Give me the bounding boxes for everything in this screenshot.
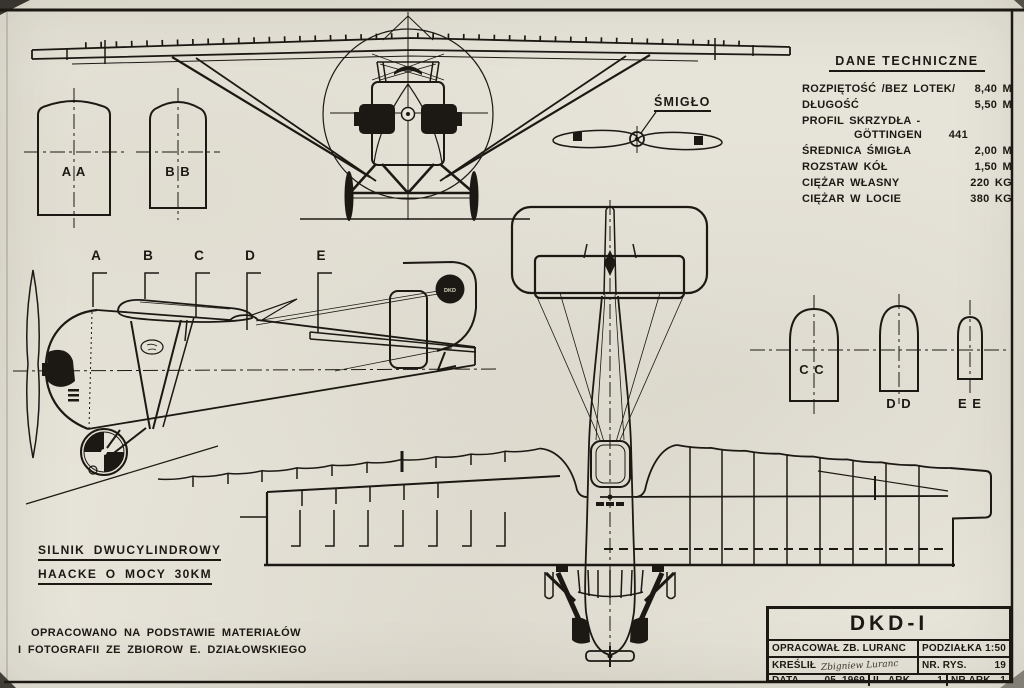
opracowal-cell: OPRACOWAŁ ZB. LURANC	[769, 641, 919, 656]
side-view	[13, 262, 497, 504]
spec-row-flight-weight: CIĘŻAR W LOCIE 380 KG	[802, 193, 1012, 205]
engine-note	[38, 543, 221, 591]
technical-data-title: DANE TECHNICZNE	[829, 54, 984, 72]
front-view	[32, 12, 790, 221]
cut-letter-a: A	[91, 248, 101, 263]
credit-note-line2: I FOTOGRAFII ZE ZBIOROW E. DZIAŁOWSKIEGO	[18, 644, 307, 656]
title-block-row-date	[769, 675, 1009, 686]
title-block-row-draftsman	[769, 658, 1009, 675]
spec-row-wingspan: ROZPIĘTOŚĆ /BEZ LOTEK/ 8,40 M	[802, 83, 1012, 95]
spec-row-wheel-track: ROZSTAW KÓŁ 1,50 M	[802, 161, 1012, 173]
spec-row-airfoil-type: GÖTTINGEN 441	[854, 129, 968, 141]
engine-note-line1: SILNIK DWUCYLINDROWY	[38, 543, 221, 561]
section-label-cc: C C	[799, 362, 825, 377]
drawing-number-cell: NR. RYS. 19	[922, 660, 1006, 671]
cut-letter-c: C	[194, 248, 204, 263]
section-bb	[136, 88, 220, 220]
cut-letter-e: E	[316, 248, 326, 263]
cut-letter-b: B	[143, 248, 153, 263]
left-wing-structure-ribs	[291, 482, 505, 546]
aircraft-name: DKD-I	[769, 609, 1009, 641]
plan-view	[158, 200, 991, 668]
section-ee	[958, 300, 982, 394]
draftsman-signature: Zbigniew Luranc	[820, 658, 899, 673]
center-section-ribs	[578, 570, 643, 598]
sheet-number-cell: NR ARK. 1	[951, 675, 1006, 686]
section-cc	[790, 295, 838, 415]
technical-data-table	[802, 54, 1012, 209]
credit-note-line1: OPRACOWANO NA PODSTAWIE MATERIAŁÓW	[31, 627, 301, 639]
tail-roundel-text: DKD	[444, 288, 456, 294]
section-label-ee: E E	[958, 396, 982, 411]
section-label-dd: D D	[886, 396, 912, 411]
spec-row-empty-weight: CIĘŻAR WŁASNY 220 KG	[802, 177, 1012, 189]
section-dd	[880, 294, 918, 404]
scale-cell: PODZIAŁKA 1:50	[922, 643, 1006, 654]
spec-row-airfoil: PROFIL SKRZYDŁA -	[802, 115, 921, 127]
propeller-detail	[553, 112, 723, 153]
sheet-count-cell: IL. ARK. 1	[870, 675, 948, 686]
kreslil-cell: KREŚLIŁ Zbigniew Luranc	[769, 658, 919, 673]
cut-letter-d: D	[245, 248, 255, 263]
section-label-aa: A A	[61, 164, 87, 179]
engine-note-line2: HAACKE O MOCY 30KM	[38, 567, 212, 585]
section-label-bb: B B	[165, 164, 191, 179]
propeller-label: ŚMIGŁO	[654, 95, 711, 112]
spec-row-length: DŁUGOŚĆ 5,50 M	[802, 99, 1012, 111]
section-aa	[24, 88, 124, 228]
title-block	[766, 606, 1012, 686]
date-cell: DATA 05. 1969	[769, 675, 870, 686]
credit-note	[18, 625, 307, 659]
spec-row-prop-diameter: ŚREDNICA ŚMIGŁA 2,00 M	[802, 145, 1012, 157]
title-block-row-author	[769, 641, 1009, 658]
